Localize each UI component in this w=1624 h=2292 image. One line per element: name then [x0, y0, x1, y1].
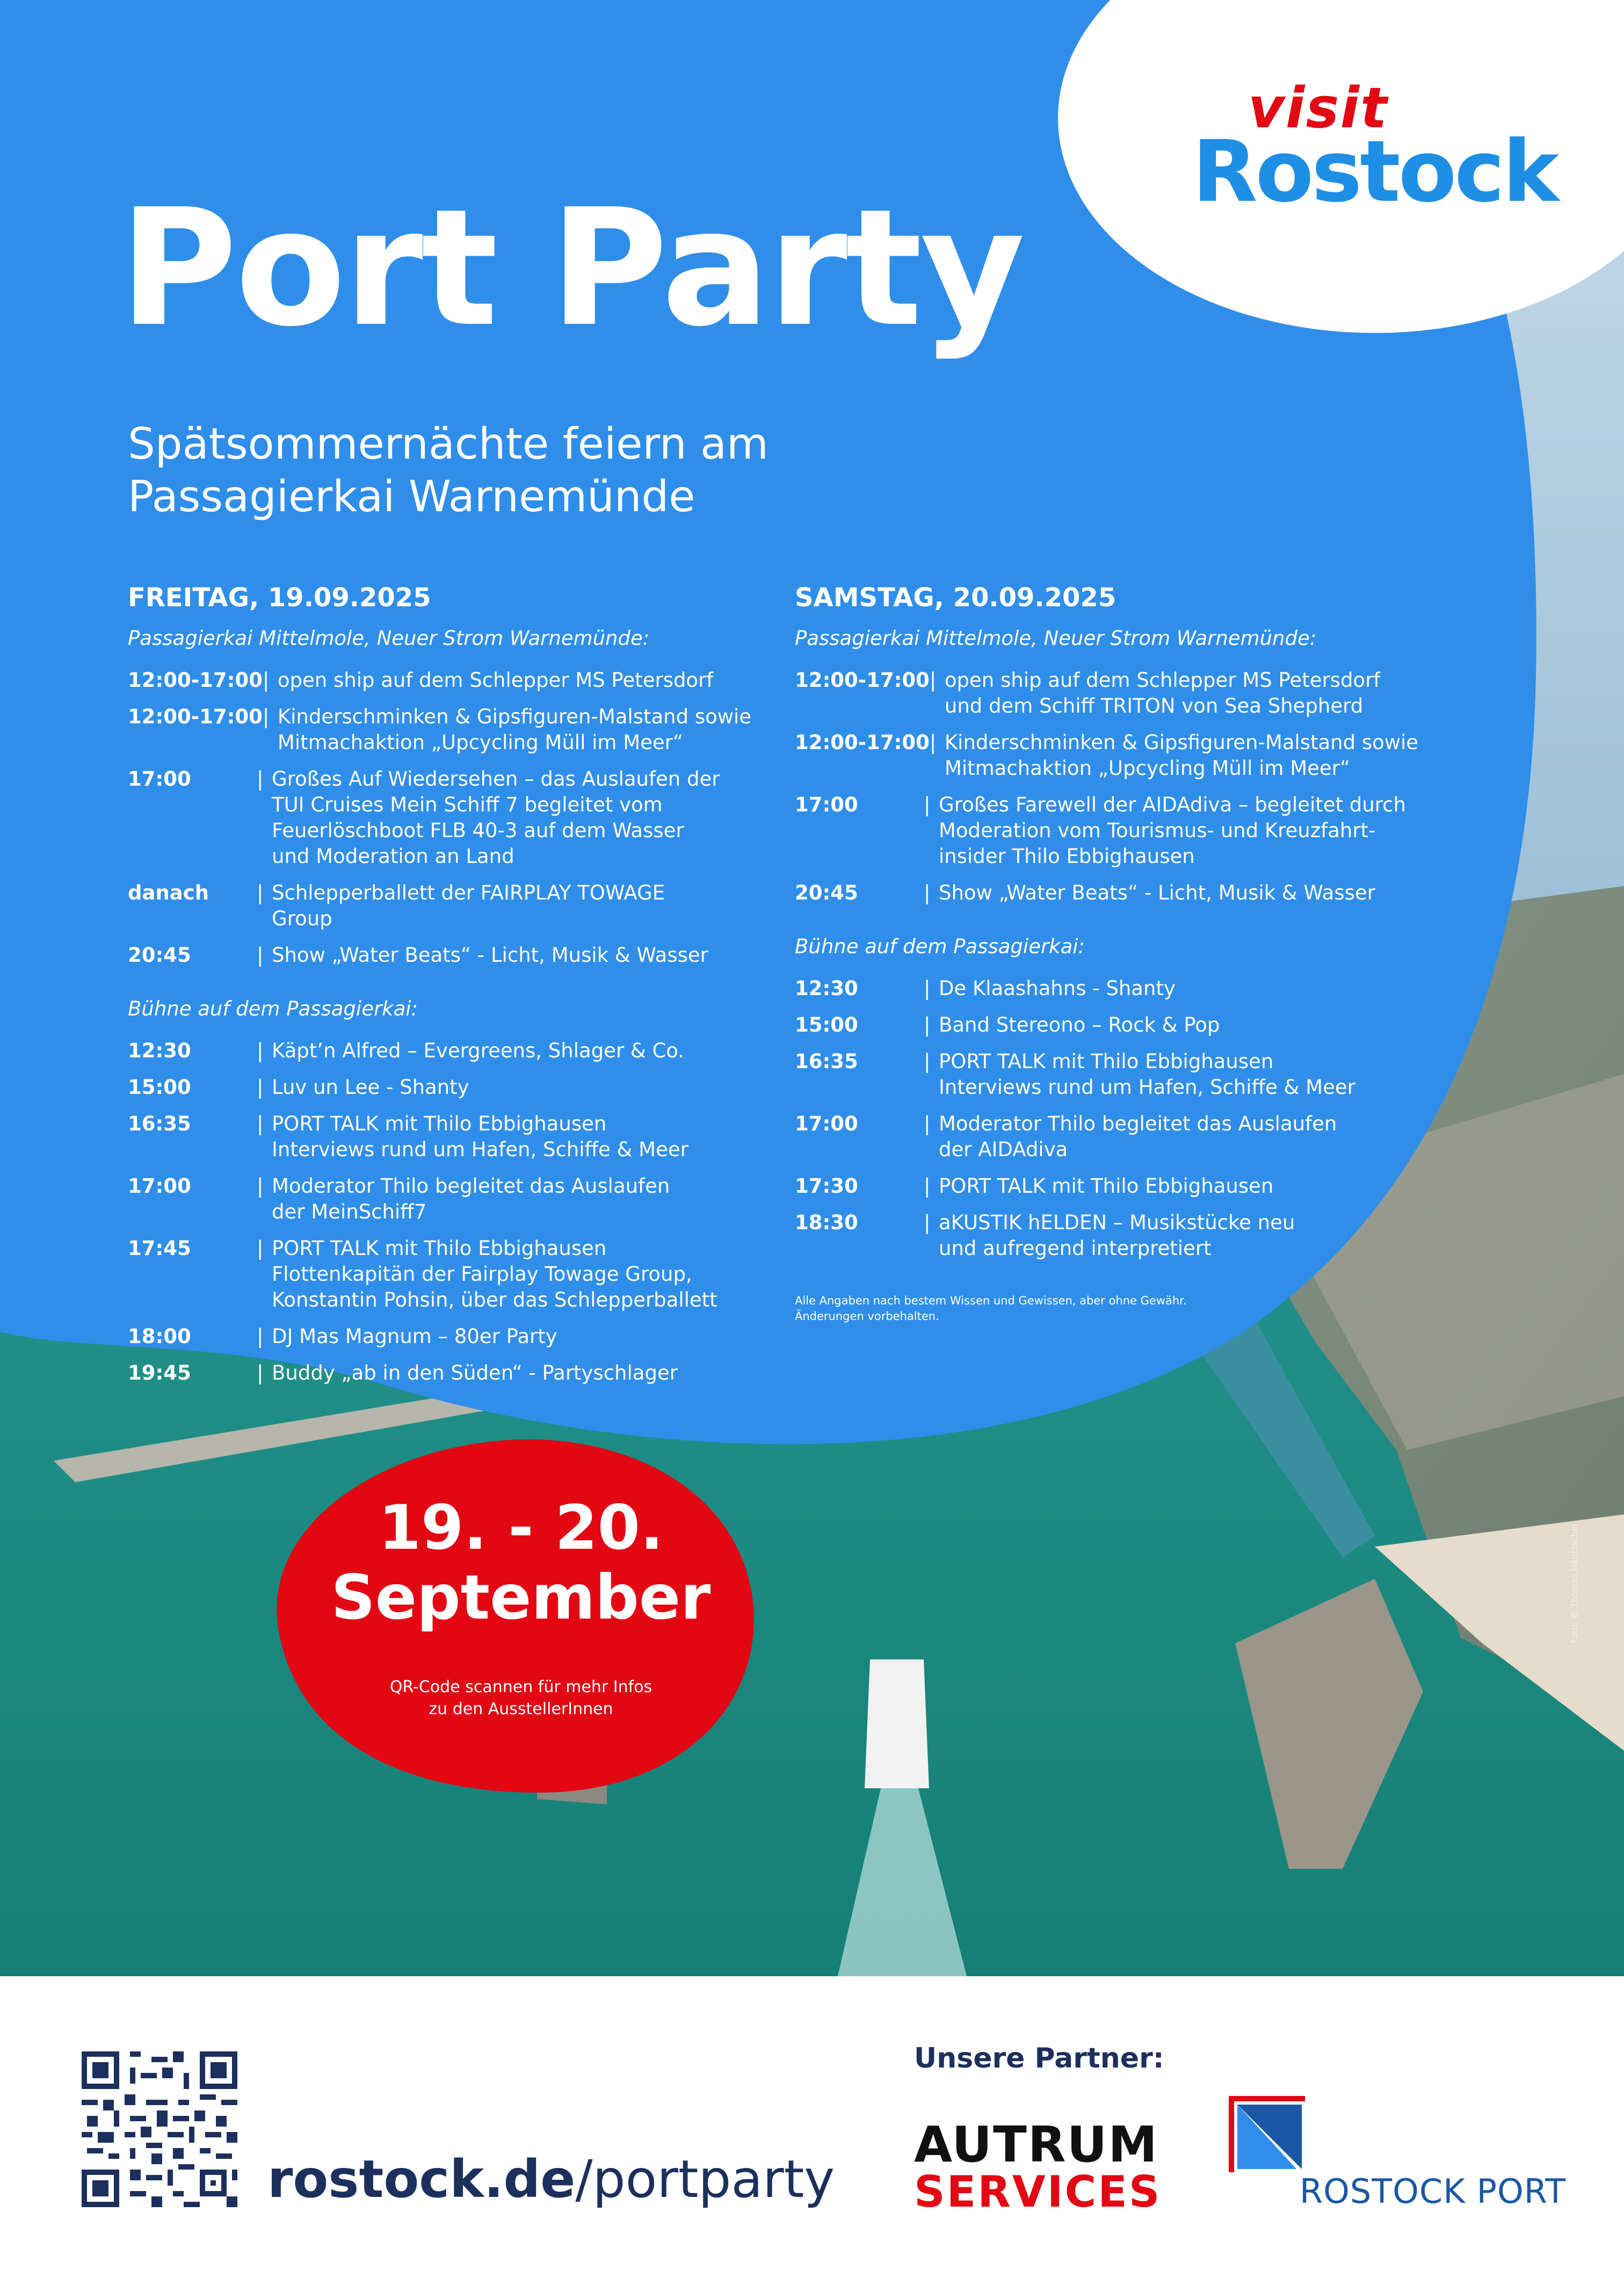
event-description: PORT TALK mit Thilo Ebbighausen Interviews rund um Hafen, Schiffe & Meer	[939, 1050, 1355, 1099]
qr-note: QR-Code scannen für mehr Infos zu den AusstellerInnen	[389, 1678, 653, 1718]
friday-stage-label: Bühne auf dem Passagierkai:	[128, 997, 418, 1020]
logo-rostock-text: Rostock	[1192, 122, 1557, 221]
event-time: 17:00	[795, 793, 858, 816]
event-description: PORT TALK mit Thilo Ebbighausen	[939, 1174, 1274, 1198]
event-description: Show „Water Beats“ - Licht, Musik & Wasser	[272, 943, 708, 967]
event-description: Buddy „ab in den Süden“ - Partyschlager	[272, 1361, 678, 1385]
friday-events	[128, 668, 778, 968]
event-time: 12:00-17:00	[795, 730, 930, 754]
event-description: Moderator Thilo begleitet das Auslaufen der MeinSchiff7	[272, 1174, 670, 1224]
schedule-row: 17:30 | PORT TALK mit Thilo Ebbighausen	[795, 1173, 1445, 1199]
event-description: PORT TALK mit Thilo Ebbighausen Interviews rund um Hafen, Schiffe & Meer	[272, 1112, 688, 1162]
event-time: 20:45	[128, 943, 191, 967]
friday-heading: FREITAG, 19.09.2025	[128, 583, 431, 613]
event-description: Großes Farewell der AIDAdiva – begleitet durch Moderation vom Tourismus- und Kreuzfahrt- insider Thilo Ebbighausen	[939, 793, 1406, 868]
schedule-row: 12:00-17:00 | Kinderschminken & Gipsfiguren-Malstand sowie Mitmachaktion „Upcycling Müll im Meer“	[795, 730, 1445, 781]
event-description: Schlepperballett der FAIRPLAY TOWAGE Group	[272, 881, 665, 930]
event-time: 12:00-17:00	[128, 705, 263, 728]
saturday-events	[795, 668, 1445, 906]
url-domain: rostock.de	[267, 2149, 576, 2209]
event-description: Luv un Lee - Shanty	[272, 1076, 469, 1099]
schedule-row: 17:00 | Moderator Thilo begleitet das Auslaufen der AIDAdiva	[795, 1111, 1445, 1163]
event-time: 17:00	[128, 1174, 191, 1198]
event-description: PORT TALK mit Thilo Ebbighausen Flottenkapitän der Fairplay Towage Group, Konstantin Pohsin, über das Schlepperballett	[272, 1237, 717, 1312]
event-time: 16:35	[795, 1050, 858, 1074]
event-time: 18:30	[795, 1211, 858, 1235]
event-description: Moderator Thilo begleitet das Auslaufen der AIDAdiva	[939, 1112, 1337, 1162]
rostock-port-logo-icon	[1229, 2096, 1305, 2172]
schedule-row: 12:30 | De Klaashahns - Shanty	[795, 976, 1445, 1002]
event-time: 16:35	[128, 1112, 191, 1136]
event-description: Käpt’n Alfred – Evergreens, Shlager & Co.	[272, 1039, 685, 1063]
website-link[interactable]	[267, 2149, 835, 2209]
event-dates: 19. - 20. September	[331, 1492, 711, 1633]
event-time: 19:45	[128, 1361, 191, 1385]
friday-venue: Passagierkai Mittelmole, Neuer Strom Warnemünde:	[128, 626, 650, 650]
autrum-services-logo	[914, 2116, 1162, 2217]
schedule-row: 17:00 | Moderator Thilo begleitet das Auslaufen der MeinSchiff7	[128, 1173, 778, 1225]
event-time: 15:00	[128, 1076, 191, 1099]
photo-credit: Foto: © Thomas Häntzschel	[1569, 1524, 1579, 1643]
event-time: 15:00	[795, 1013, 858, 1037]
qr-code-icon[interactable]	[82, 2051, 237, 2207]
schedule-row: 12:30 | Käpt’n Alfred – Evergreens, Shlager & Co.	[128, 1038, 778, 1064]
event-description: aKUSTIK hELDEN – Musikstücke neu und aufregend interpretiert	[939, 1211, 1295, 1260]
event-description: Show „Water Beats“ - Licht, Musik & Wasser	[939, 881, 1375, 904]
schedule-row: 17:00 | Großes Auf Wiedersehen – das Auslaufen der TUI Cruises Mein Schiff 7 begleitet vom Feuerlöschboot FLB 40-3 auf dem Wasser und Moderation an Land	[128, 766, 778, 869]
event-description: De Klaashahns - Shanty	[939, 977, 1176, 1000]
schedule-row: 15:00 | Band Stereono – Rock & Pop	[795, 1012, 1445, 1038]
services-text: SERVICES	[914, 2167, 1162, 2217]
event-description: Großes Auf Wiedersehen – das Auslaufen der TUI Cruises Mein Schiff 7 begleitet vom Feuerlöschboot FLB 40-3 auf dem Wasser und Moderation an Land	[272, 767, 720, 868]
autrum-text: AUTRUM	[914, 2116, 1158, 2173]
partners-label: Unsere Partner:	[914, 2042, 1164, 2075]
event-description: Kinderschminken & Gipsfiguren-Malstand sowie Mitmachaktion „Upcycling Müll im Meer“	[944, 730, 1419, 780]
event-time: 18:00	[128, 1325, 191, 1348]
event-description: DJ Mas Magnum – 80er Party	[272, 1325, 557, 1348]
schedule-row: 16:35 | PORT TALK mit Thilo Ebbighausen Interviews rund um Hafen, Schiffe & Meer	[128, 1111, 778, 1163]
friday-stage-events	[128, 1038, 778, 1386]
url-path: /portparty	[575, 2149, 835, 2209]
event-time: 12:00-17:00	[128, 668, 263, 692]
schedule-row: 16:35 | PORT TALK mit Thilo Ebbighausen Interviews rund um Hafen, Schiffe & Meer	[795, 1049, 1445, 1100]
event-description: Band Stereono – Rock & Pop	[939, 1013, 1220, 1037]
event-description: Kinderschminken & Gipsfiguren-Malstand sowie Mitmachaktion „Upcycling Müll im Meer“	[277, 705, 752, 754]
schedule-row: 17:00 | Großes Farewell der AIDAdiva – begleitet durch Moderation vom Tourismus- und Kreuzfahrt- insider Thilo Ebbighausen	[795, 792, 1445, 869]
rostock-port-text: ROSTOCK PORT	[1300, 2172, 1567, 2211]
schedule-row: 18:00 | DJ Mas Magnum – 80er Party	[128, 1324, 778, 1350]
poster-subtitle: Spätsommernächte feiern am Passagierkai Warnemünde	[128, 419, 769, 521]
event-description: open ship auf dem Schlepper MS Petersdorf	[277, 668, 714, 692]
event-time: 17:30	[795, 1174, 858, 1198]
schedule-row: 12:00-17:00 | open ship auf dem Schlepper MS Petersdorf und dem Schiff TRITON von Sea Shepherd	[795, 668, 1445, 719]
saturday-stage-label: Bühne auf dem Passagierkai:	[795, 934, 1085, 958]
logo-visit-text: visit	[1248, 75, 1388, 141]
schedule-row: 12:00-17:00 | Kinderschminken & Gipsfiguren-Malstand sowie Mitmachaktion „Upcycling Müll im Meer“	[128, 704, 778, 756]
event-time: 17:00	[795, 1112, 858, 1136]
event-time: 17:45	[128, 1237, 191, 1260]
saturday-schedule	[795, 583, 1445, 1272]
poster-title: Port Party	[119, 175, 1023, 362]
schedule-row: 17:45 | PORT TALK mit Thilo Ebbighausen Flottenkapitän der Fairplay Towage Group, Konstantin Pohsin, über das Schlepperballett	[128, 1236, 778, 1313]
event-time: 12:30	[795, 977, 858, 1000]
visit-rostock-logo	[1192, 75, 1557, 236]
schedule-row: 15:00 | Luv un Lee - Shanty	[128, 1075, 778, 1100]
saturday-heading: SAMSTAG, 20.09.2025	[795, 583, 1116, 613]
event-time: 12:00-17:00	[795, 668, 930, 692]
event-time: 20:45	[795, 881, 858, 904]
event-time: 17:00	[128, 767, 191, 790]
saturday-venue: Passagierkai Mittelmole, Neuer Strom Warnemünde:	[795, 626, 1317, 650]
schedule-row: 12:00-17:00 | open ship auf dem Schlepper MS Petersdorf	[128, 668, 778, 693]
schedule-row: 18:30 | aKUSTIK hELDEN – Musikstücke neu und aufregend interpretiert	[795, 1210, 1445, 1261]
event-time: danach	[128, 881, 209, 904]
event-description: open ship auf dem Schlepper MS Petersdorf und dem Schiff TRITON von Sea Shepherd	[944, 668, 1381, 717]
saturday-stage-events	[795, 976, 1445, 1261]
schedule-row: 20:45 | Show „Water Beats“ - Licht, Musik & Wasser	[128, 942, 778, 968]
disclaimer: Alle Angaben nach bestem Wissen und Gewissen, aber ohne Gewähr. Änderungen vorbehalten.	[795, 1294, 1187, 1323]
schedule-row: danach | Schlepperballett der FAIRPLAY TOWAGE Group	[128, 880, 778, 932]
event-time: 12:30	[128, 1039, 191, 1063]
schedule-row: 19:45 | Buddy „ab in den Süden“ - Partyschlager	[128, 1360, 778, 1386]
friday-schedule	[128, 583, 778, 1397]
schedule-row: 20:45 | Show „Water Beats“ - Licht, Musik & Wasser	[795, 880, 1445, 906]
